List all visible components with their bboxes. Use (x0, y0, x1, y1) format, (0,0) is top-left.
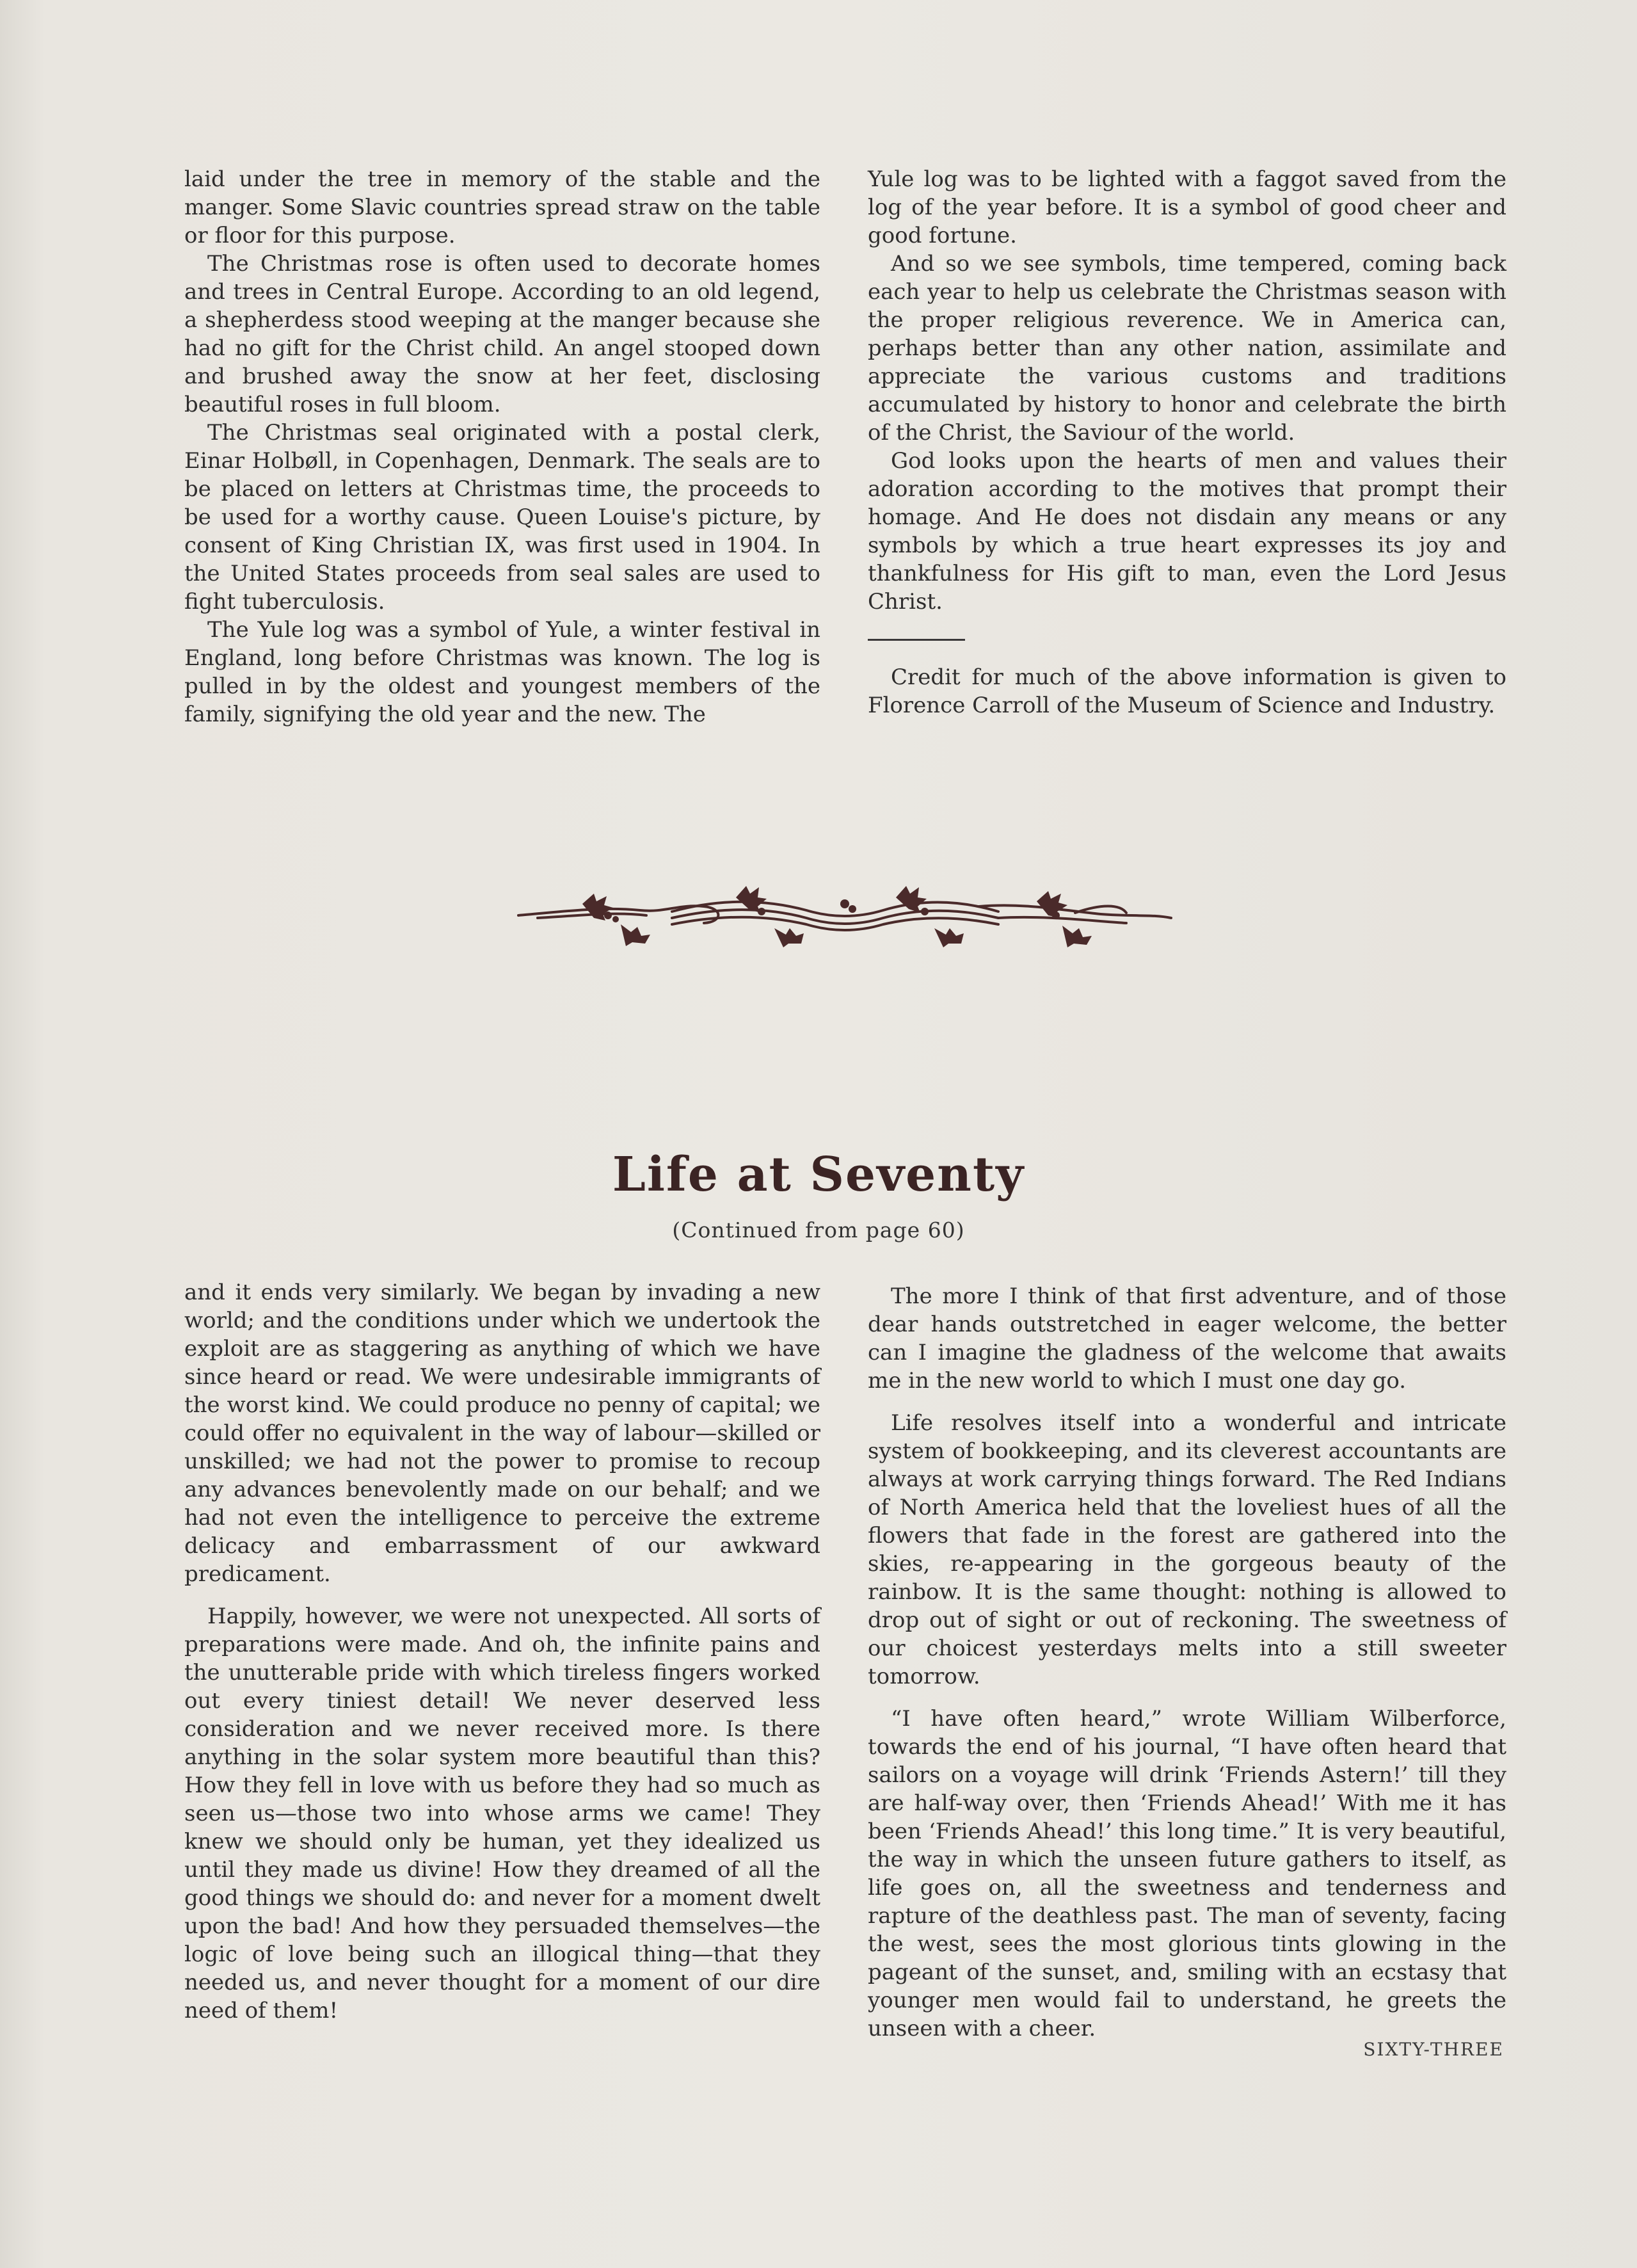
paragraph: The Christmas rose is often used to decorate homes and trees in Central Europe. According to an old legend, a shepherdess stood weeping at the manger because she had no gift for the Christ child. An angel stooped down and brushed away the snow at her feet, disclosing beautiful roses in full bloom. (184, 251, 820, 417)
bottom-left-column (184, 1278, 820, 2025)
top-right-column (868, 165, 1506, 616)
page-number: SIXTY-THREE (1363, 2039, 1504, 2060)
credit-text: Credit for much of the above information is given to Florence Carroll of the Museum of Science and Industry. (868, 664, 1506, 718)
paragraph: The Christmas seal originated with a postal clerk, Einar Holbøll, in Copenhagen, Denmark. The seals are to be placed on letters at Christmas time, the proceeds to be used for a worthy cause. Queen Louise's picture, by consent of King Christian IX, was first used in 1904. In the United States proceeds from seal sales are used to fight tuberculosis. (184, 420, 820, 615)
paragraph: Happily, however, we were not unexpected. All sorts of preparations were made. And oh, the infinite pains and the unutterable pride with which tireless fingers worked out every tiniest detail! We never deserved less consideration and we never received more. Is there anything in the solar system more beautiful than this? How they fell in love with us before they had so much as seen us—those two into whose arms we came! They knew we should only be human, yet they idealized us until they made us divine! How they dreamed of all the good things we should do: and never for a moment dwelt upon the bad! And how they persuaded themselves—the logic of love being such an illogical thing—that they needed us, and never thought for a moment of our dire need of them! (184, 1604, 820, 2023)
paragraph: and it ends very similarly. We began by invading a new world; and the conditions under which we undertook the exploit are as staggering as anything of which we have since heard or read. We were undesirable immigrants of the worst kind. We could produce no penny of capital; we could offer no equivalent in the way of labour—skilled or unskilled; we had not the power to promise to recoup any advances benevolently made on our behalf; and we had not even the intelligence to perceive the extreme delicacy and embarrassment of our awkward predicament. (184, 1280, 820, 1587)
section-rule (868, 639, 965, 641)
paragraph: Yule log was to be lighted with a faggot saved from the log of the year before. It is a symbol of good cheer and good fortune. (868, 166, 1506, 248)
credit-note (868, 663, 1506, 720)
paragraph: laid under the tree in memory of the stable and the manger. Some Slavic countries spread straw on the table or floor for this purpose. (184, 166, 820, 248)
bottom-right-column (868, 1282, 1506, 2043)
paragraph: And so we see symbols, time tempered, coming back each year to help us celebrate the Christmas season with the proper religious reverence. We in America can, perhaps better than any other nation, assimilate and appreciate the various customs and traditions accumulated by history to honor and celebrate the birth of the Christ, the Saviour of the world. (868, 251, 1506, 446)
paragraph: God looks upon the hearts of men and values their adoration according to the motives that prompt their homage. And He does not disdain any means or any symbols by which a true heart expresses its joy and thankfulness for His gift to man, even the Lord Jesus Christ. (868, 448, 1506, 615)
paragraph: The more I think of that first adventure, and of those dear hands outstretched in eager welcome, the better can I imagine the gladness of the welcome that awaits me in the new world to which I must one day go. (868, 1283, 1506, 1394)
holly-ornament-icon (512, 878, 1178, 949)
article-title: Life at Seventy (612, 1147, 1025, 1202)
paragraph: “I have often heard,” wrote William Wilberforce, towards the end of his journal, “I have often heard that sailors on a voyage will drink ‘Friends Astern!’ till they are half-way over, then ‘Friends Ahead!’ With me it has been ‘Friends Ahead!’ this long time.” It is very beautiful, the way in which the unseen future gathers to itself, as life goes on, all the sweetness and tenderness and rapture of the deathless past. The man of seventy, facing the west, sees the most glorious tints glowing in the pageant of the sunset, and, smiling with an ecstasy that younger men would fail to understand, he greets the unseen with a cheer. (868, 1706, 1506, 2041)
top-left-column (184, 165, 820, 728)
paragraph: Life resolves itself into a wonderful and intricate system of bookkeeping, and its cleverest accountants are always at work carrying things forward. The Red Indians of North America held that the loveliest hues of all the flowers that fade in the forest are gathered into the skies, re-appearing in the gorgeous beauty of the rainbow. It is the same thought: nothing is allowed to drop out of sight or out of reckoning. The sweetness of our choicest yesterdays melts into a still sweeter tomorrow. (868, 1410, 1506, 1689)
article-subtitle: (Continued from page 60) (672, 1218, 965, 1243)
paragraph: The Yule log was a symbol of Yule, a winter festival in England, long before Christmas was known. The log is pulled in by the oldest and youngest members of the family, signifying the old year and the new. The (184, 617, 820, 727)
